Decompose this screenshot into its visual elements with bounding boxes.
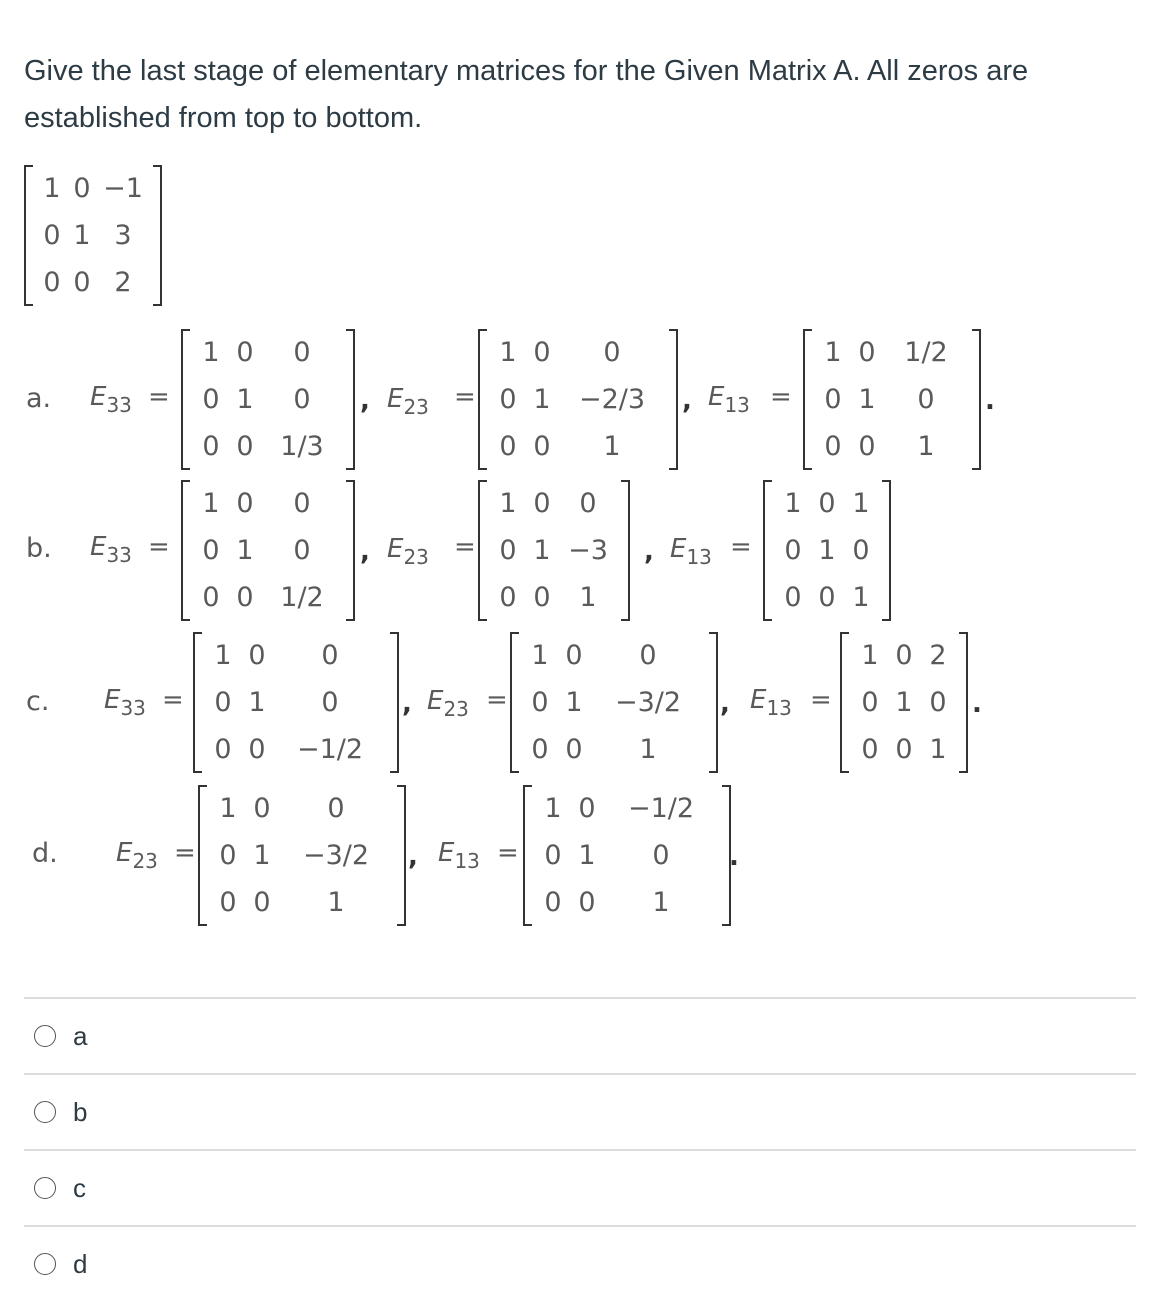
matrix-cell: 1 <box>533 535 551 566</box>
matrix-cell: 1 <box>784 488 802 519</box>
matrix-a <box>24 165 162 306</box>
equals-sign: = <box>486 685 508 715</box>
matrix-cell: −2/3 <box>578 384 646 415</box>
matrix-cell: 0 <box>858 431 876 462</box>
choice-a-e13-matrix <box>803 329 981 470</box>
matrix-cell: 0 <box>253 887 271 918</box>
matrix-cell: 0 <box>236 337 254 368</box>
matrix-cell: 0 <box>533 431 551 462</box>
e-subscript: 23 <box>132 849 158 873</box>
e-subscript: 23 <box>403 545 429 569</box>
matrix-grid <box>190 480 346 621</box>
matrix-cell: 0 <box>533 488 551 519</box>
choice-c-e13-name <box>750 685 792 720</box>
e-subscript: 13 <box>724 393 750 417</box>
choice-c-e23-name <box>427 686 469 721</box>
left-bracket <box>763 480 772 621</box>
left-bracket <box>181 329 190 470</box>
e-letter: E <box>387 534 404 564</box>
matrix-cell: 0 <box>895 640 913 671</box>
matrix-grid <box>849 632 959 773</box>
matrix-cell: 0 <box>236 431 254 462</box>
choice-a-e33-matrix <box>181 329 355 470</box>
divider <box>24 1073 1136 1075</box>
matrix-cell: 1 <box>499 488 517 519</box>
right-bracket <box>153 165 162 306</box>
choice-a-label: a. <box>26 383 52 414</box>
e-letter: E <box>387 384 404 414</box>
option-label: b <box>73 1096 88 1127</box>
e-letter: E <box>116 838 133 868</box>
matrix-cell: 1 <box>499 337 517 368</box>
e-subscript: 13 <box>686 545 712 569</box>
matrix-cell: 0 <box>327 793 345 824</box>
matrix-cell: 1 <box>603 431 621 462</box>
matrix-cell: 0 <box>293 384 311 415</box>
right-bracket <box>621 480 630 621</box>
option-b[interactable] <box>34 1092 87 1132</box>
matrix-cell: 1/3 <box>280 431 324 462</box>
equals-sign: = <box>810 685 832 715</box>
choice-c-e33-matrix <box>193 632 399 773</box>
matrix-cell: 0 <box>236 582 254 613</box>
matrix-cell: 0 <box>578 887 596 918</box>
matrix-cell: 1/2 <box>904 337 948 368</box>
matrix-cell: 1 <box>929 734 947 765</box>
comma: , <box>720 689 730 719</box>
matrix-cell: 0 <box>852 535 870 566</box>
matrix-cell: 1 <box>824 337 842 368</box>
matrix-cell: 0 <box>202 384 220 415</box>
matrix-cell: 0 <box>578 793 596 824</box>
matrix-cell: 1 <box>579 582 597 613</box>
choice-a-e13-name <box>708 382 750 417</box>
matrix-cell: 0 <box>293 535 311 566</box>
matrix-cell: 1 <box>565 687 583 718</box>
left-bracket <box>803 329 812 470</box>
right-bracket <box>397 785 406 926</box>
left-bracket <box>523 785 532 926</box>
matrix-cell: 0 <box>214 734 232 765</box>
left-bracket <box>478 329 487 470</box>
matrix-cell: 0 <box>533 582 551 613</box>
choice-b-e23-name <box>387 534 429 569</box>
matrix-cell: 0 <box>531 687 549 718</box>
matrix-cell: 1 <box>858 384 876 415</box>
matrix-grid <box>772 480 882 621</box>
matrix-cell: 0 <box>321 640 339 671</box>
matrix-cell: −3/2 <box>302 840 370 871</box>
matrix-cell: 1 <box>533 384 551 415</box>
matrix-cell: −3 <box>568 535 608 566</box>
comma: , <box>402 689 412 719</box>
matrix-cell: −3/2 <box>614 687 682 718</box>
matrix-cell: 1 <box>852 488 870 519</box>
matrix-cell: 1 <box>895 687 913 718</box>
choice-a-e23-matrix <box>478 329 678 470</box>
matrix-cell: 1 <box>852 582 870 613</box>
matrix-cell: 1 <box>327 887 345 918</box>
matrix-cell: 0 <box>43 267 61 298</box>
comma: , <box>644 537 654 567</box>
e-subscript: 33 <box>106 393 132 417</box>
matrix-cell: 2 <box>114 267 132 298</box>
matrix-cell: −1/2 <box>627 793 695 824</box>
e-letter: E <box>750 685 767 715</box>
left-bracket <box>181 480 190 621</box>
e-letter: E <box>104 685 121 715</box>
matrix-cell: 1 <box>236 384 254 415</box>
right-bracket <box>390 632 399 773</box>
matrix-grid <box>487 480 621 621</box>
e-letter: E <box>708 382 725 412</box>
radio-button[interactable] <box>34 1025 56 1047</box>
matrix-cell: 0 <box>818 488 836 519</box>
matrix-grid <box>532 785 722 926</box>
matrix-cell: 0 <box>293 488 311 519</box>
matrix-cell: 2 <box>929 640 947 671</box>
e-letter: E <box>438 838 455 868</box>
matrix-grid <box>207 785 397 926</box>
matrix-cell: 0 <box>499 384 517 415</box>
radio-button[interactable] <box>34 1101 56 1123</box>
matrix-cell: 1 <box>202 488 220 519</box>
matrix-cell: 0 <box>818 582 836 613</box>
matrix-cell: 0 <box>639 640 657 671</box>
matrix-cell: 1 <box>236 535 254 566</box>
question-text: Give the last stage of elementary matrices for the Given Matrix A. All zeros are established from top to bottom. <box>24 55 1029 134</box>
matrix-cell: 0 <box>544 887 562 918</box>
matrix-cell: 1 <box>202 337 220 368</box>
right-bracket <box>346 480 355 621</box>
matrix-grid <box>202 632 390 773</box>
left-bracket <box>193 632 202 773</box>
equals-sign: = <box>730 532 752 562</box>
left-bracket <box>24 165 33 306</box>
e-letter: E <box>427 686 444 716</box>
equals-sign: = <box>770 382 792 412</box>
right-bracket <box>972 329 981 470</box>
choice-d-e13-name <box>438 838 480 873</box>
choice-b-e13-name <box>670 534 712 569</box>
choice-b-e23-matrix <box>478 480 630 621</box>
matrix-cell: 0 <box>248 640 266 671</box>
matrix-cell: 0 <box>784 535 802 566</box>
e-letter: E <box>90 532 107 562</box>
left-bracket <box>198 785 207 926</box>
matrix-cell: 0 <box>248 734 266 765</box>
e-subscript: 13 <box>454 849 480 873</box>
choice-c-e33-name <box>104 685 146 720</box>
choice-c-label: c. <box>26 686 50 717</box>
option-label: c <box>73 1172 86 1203</box>
period: . <box>972 689 982 719</box>
equals-sign: = <box>454 532 476 562</box>
option-c[interactable] <box>34 1168 86 1208</box>
matrix-grid <box>487 329 669 470</box>
matrix-cell: 0 <box>929 687 947 718</box>
matrix-cell: 0 <box>895 734 913 765</box>
matrix-cell: 0 <box>202 535 220 566</box>
period: . <box>985 386 995 416</box>
radio-button[interactable] <box>34 1177 56 1199</box>
matrix-cell: 3 <box>114 220 132 251</box>
equals-sign: = <box>148 382 170 412</box>
comma: , <box>360 537 370 567</box>
matrix-cell: 1 <box>248 687 266 718</box>
matrix-cell: 0 <box>499 431 517 462</box>
option-a[interactable] <box>34 1016 87 1056</box>
matrix-cell: 0 <box>858 337 876 368</box>
matrix-cell: 1 <box>214 640 232 671</box>
matrix-cell: 0 <box>652 840 670 871</box>
period: . <box>729 842 739 872</box>
right-bracket <box>346 329 355 470</box>
matrix-cell: 0 <box>202 582 220 613</box>
matrix-a-grid <box>33 165 153 306</box>
radio-button[interactable] <box>34 1253 56 1275</box>
right-bracket <box>882 480 891 621</box>
e-letter: E <box>670 534 687 564</box>
matrix-cell: 0 <box>533 337 551 368</box>
matrix-cell: 1 <box>253 840 271 871</box>
e-subscript: 33 <box>106 543 132 567</box>
choice-d-label: d. <box>32 838 58 869</box>
equals-sign: = <box>497 838 519 868</box>
matrix-cell: 1 <box>43 173 61 204</box>
matrix-grid <box>519 632 709 773</box>
matrix-cell: 0 <box>579 488 597 519</box>
equals-sign: = <box>454 382 476 412</box>
right-bracket <box>669 329 678 470</box>
matrix-cell: 0 <box>219 887 237 918</box>
e-subscript: 33 <box>120 696 146 720</box>
choice-c-e23-matrix <box>510 632 718 773</box>
option-label: d <box>73 1248 88 1279</box>
matrix-cell: 0 <box>499 535 517 566</box>
matrix-cell: 1 <box>818 535 836 566</box>
matrix-cell: 1 <box>531 640 549 671</box>
choice-b-e33-matrix <box>181 480 355 621</box>
matrix-cell: 0 <box>73 173 91 204</box>
choice-c-e13-matrix <box>840 632 968 773</box>
choice-a-e33-name <box>90 382 132 417</box>
matrix-cell: 0 <box>861 734 879 765</box>
comma: , <box>408 842 418 872</box>
matrix-cell: 1 <box>652 887 670 918</box>
e-subscript: 13 <box>766 696 792 720</box>
matrix-cell: 1 <box>219 793 237 824</box>
matrix-cell: 0 <box>293 337 311 368</box>
choice-d-e23-matrix <box>198 785 406 926</box>
matrix-cell: 0 <box>784 582 802 613</box>
choice-d-e13-matrix <box>523 785 731 926</box>
choice-b-e13-matrix <box>763 480 891 621</box>
matrix-cell: 1 <box>639 734 657 765</box>
matrix-cell: 0 <box>824 384 842 415</box>
divider <box>24 997 1136 999</box>
e-subscript: 23 <box>403 395 429 419</box>
matrix-cell: 0 <box>531 734 549 765</box>
matrix-cell: 0 <box>603 337 621 368</box>
matrix-grid <box>190 329 346 470</box>
option-label: a <box>73 1020 88 1051</box>
matrix-cell: 1 <box>73 220 91 251</box>
matrix-cell: −1/2 <box>296 734 364 765</box>
e-subscript: 23 <box>443 697 469 721</box>
left-bracket <box>478 480 487 621</box>
matrix-cell: 0 <box>236 488 254 519</box>
comma: , <box>360 386 370 416</box>
equals-sign: = <box>162 685 184 715</box>
matrix-cell: 0 <box>73 267 91 298</box>
matrix-cell: 0 <box>565 640 583 671</box>
matrix-cell: 0 <box>565 734 583 765</box>
matrix-cell: 0 <box>499 582 517 613</box>
choice-a-e23-name <box>387 384 429 419</box>
right-bracket <box>959 632 968 773</box>
matrix-cell: 1 <box>917 431 935 462</box>
choice-b-label: b. <box>26 533 52 564</box>
matrix-grid <box>812 329 972 470</box>
equals-sign: = <box>148 532 170 562</box>
matrix-cell: 0 <box>321 687 339 718</box>
matrix-cell: 1/2 <box>280 582 324 613</box>
comma: , <box>682 386 692 416</box>
matrix-cell: 0 <box>219 840 237 871</box>
matrix-cell: 1 <box>861 640 879 671</box>
left-bracket <box>510 632 519 773</box>
matrix-cell: 0 <box>214 687 232 718</box>
e-letter: E <box>90 382 107 412</box>
matrix-cell: 0 <box>861 687 879 718</box>
matrix-cell: 0 <box>824 431 842 462</box>
matrix-cell: 1 <box>578 840 596 871</box>
matrix-cell: 0 <box>917 384 935 415</box>
choice-b-e33-name <box>90 532 132 567</box>
equals-sign: = <box>174 838 196 868</box>
right-bracket <box>709 632 718 773</box>
matrix-cell: 1 <box>544 793 562 824</box>
matrix-cell: 0 <box>544 840 562 871</box>
choice-d-e23-name <box>116 838 158 873</box>
left-bracket <box>840 632 849 773</box>
divider <box>24 1225 1136 1227</box>
matrix-cell: 0 <box>253 793 271 824</box>
option-d[interactable] <box>34 1244 87 1284</box>
matrix-cell: −1 <box>103 173 143 204</box>
matrix-cell: 0 <box>202 431 220 462</box>
divider <box>24 1149 1136 1151</box>
matrix-cell: 0 <box>43 220 61 251</box>
